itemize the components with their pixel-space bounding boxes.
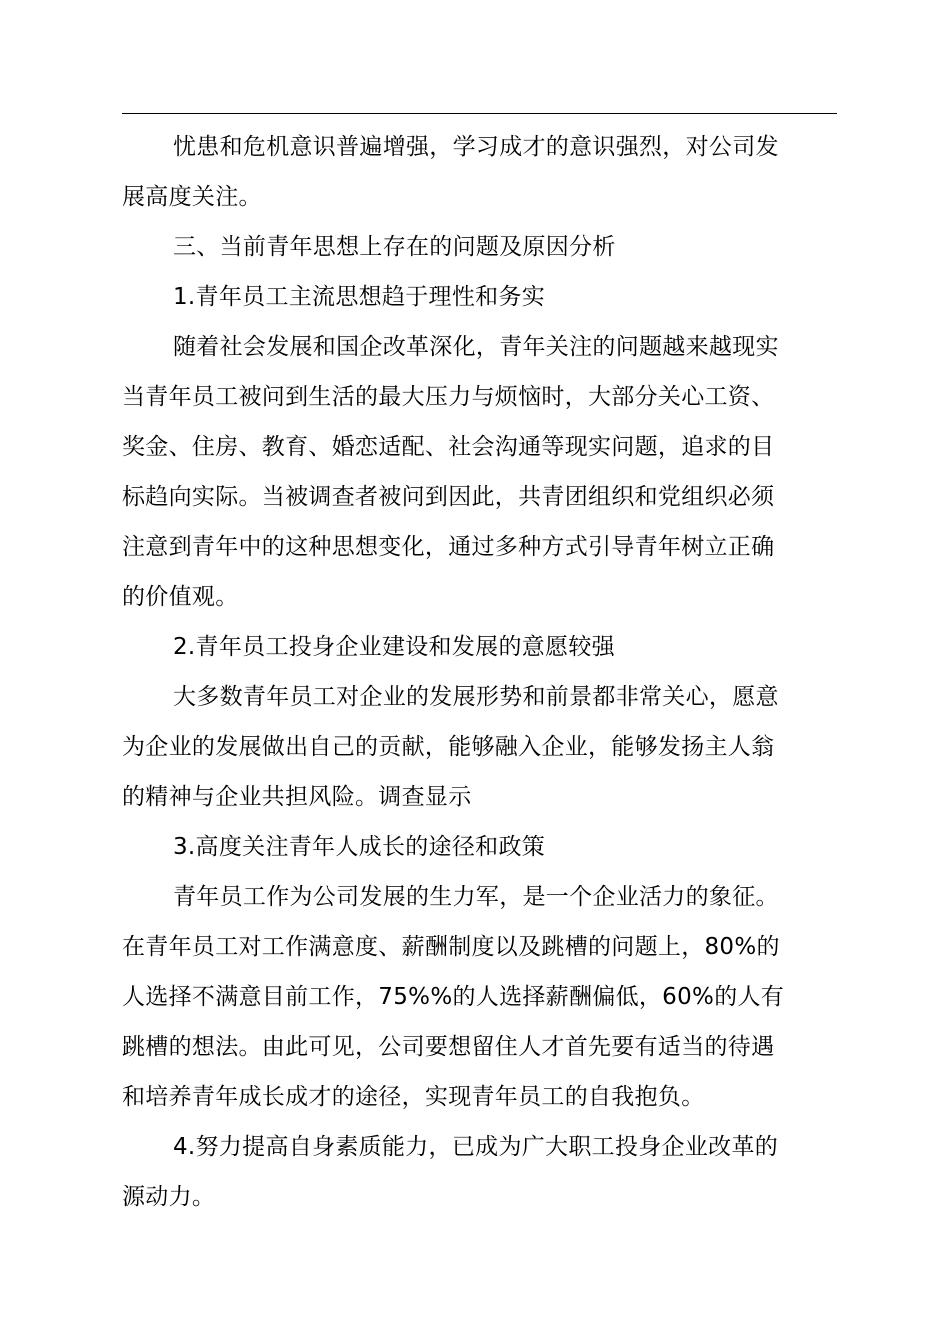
paragraph-line: 忧患和危机意识普遍增强，学习成才的意识强烈，对公司发	[173, 134, 779, 160]
paragraph-line: 的精神与企业共担风险。调查显示	[122, 784, 472, 810]
paragraph-line: 为企业的发展做出自己的贡献，能够融入企业，能够发扬主人翁	[122, 734, 775, 760]
document-body	[122, 122, 837, 1222]
paragraph-line: 当青年员工被问到生活的最大压力与烦恼时，大部分关心工资、	[122, 384, 775, 410]
paragraph-line: 和培养青年成长成才的途径，实现青年员工的自我抱负。	[122, 1084, 705, 1110]
paragraph-line: 在青年员工对工作满意度、薪酬制度以及跳槽的问题上，80%的	[122, 934, 780, 960]
paragraph-line: 青年员工作为公司发展的生力军，是一个企业活力的象征。	[173, 884, 779, 910]
paragraph-line: 奖金、住房、教育、婚恋适配、社会沟通等现实问题，追求的目	[122, 434, 775, 460]
section-heading: 三、当前青年思想上存在的问题及原因分析	[173, 234, 616, 260]
paragraph-line: 跳槽的想法。由此可见，公司要想留住人才首先要有适当的待遇	[122, 1034, 775, 1060]
subsection-heading: 1.青年员工主流思想趋于理性和务实	[173, 284, 546, 310]
paragraph-line: 人选择不满意目前工作，75%%的人选择薪酬偏低，60%的人有	[122, 984, 785, 1010]
subsection-heading: 2.青年员工投身企业建设和发展的意愿较强	[173, 634, 615, 660]
paragraph-line: 大多数青年员工对企业的发展形势和前景都非常关心，愿意	[173, 684, 779, 710]
subsection-heading: 3.高度关注青年人成长的途径和政策	[173, 834, 546, 860]
paragraph-line: 展高度关注。	[122, 184, 262, 210]
paragraph-line: 标趋向实际。当被调查者被问到因此，共青团组织和党组织必须	[122, 484, 775, 510]
paragraph-line: 源动力。	[122, 1184, 216, 1210]
paragraph-line: 注意到青年中的这种思想变化，通过多种方式引导青年树立正确	[122, 534, 775, 560]
paragraph-line: 随着社会发展和国企改革深化，青年关注的问题越来越现实	[173, 334, 779, 360]
header-rule	[122, 113, 837, 114]
subsection-heading: 4.努力提高自身素质能力，已成为广大职工投身企业改革的	[173, 1134, 779, 1160]
paragraph-line: 的价值观。	[122, 584, 239, 610]
